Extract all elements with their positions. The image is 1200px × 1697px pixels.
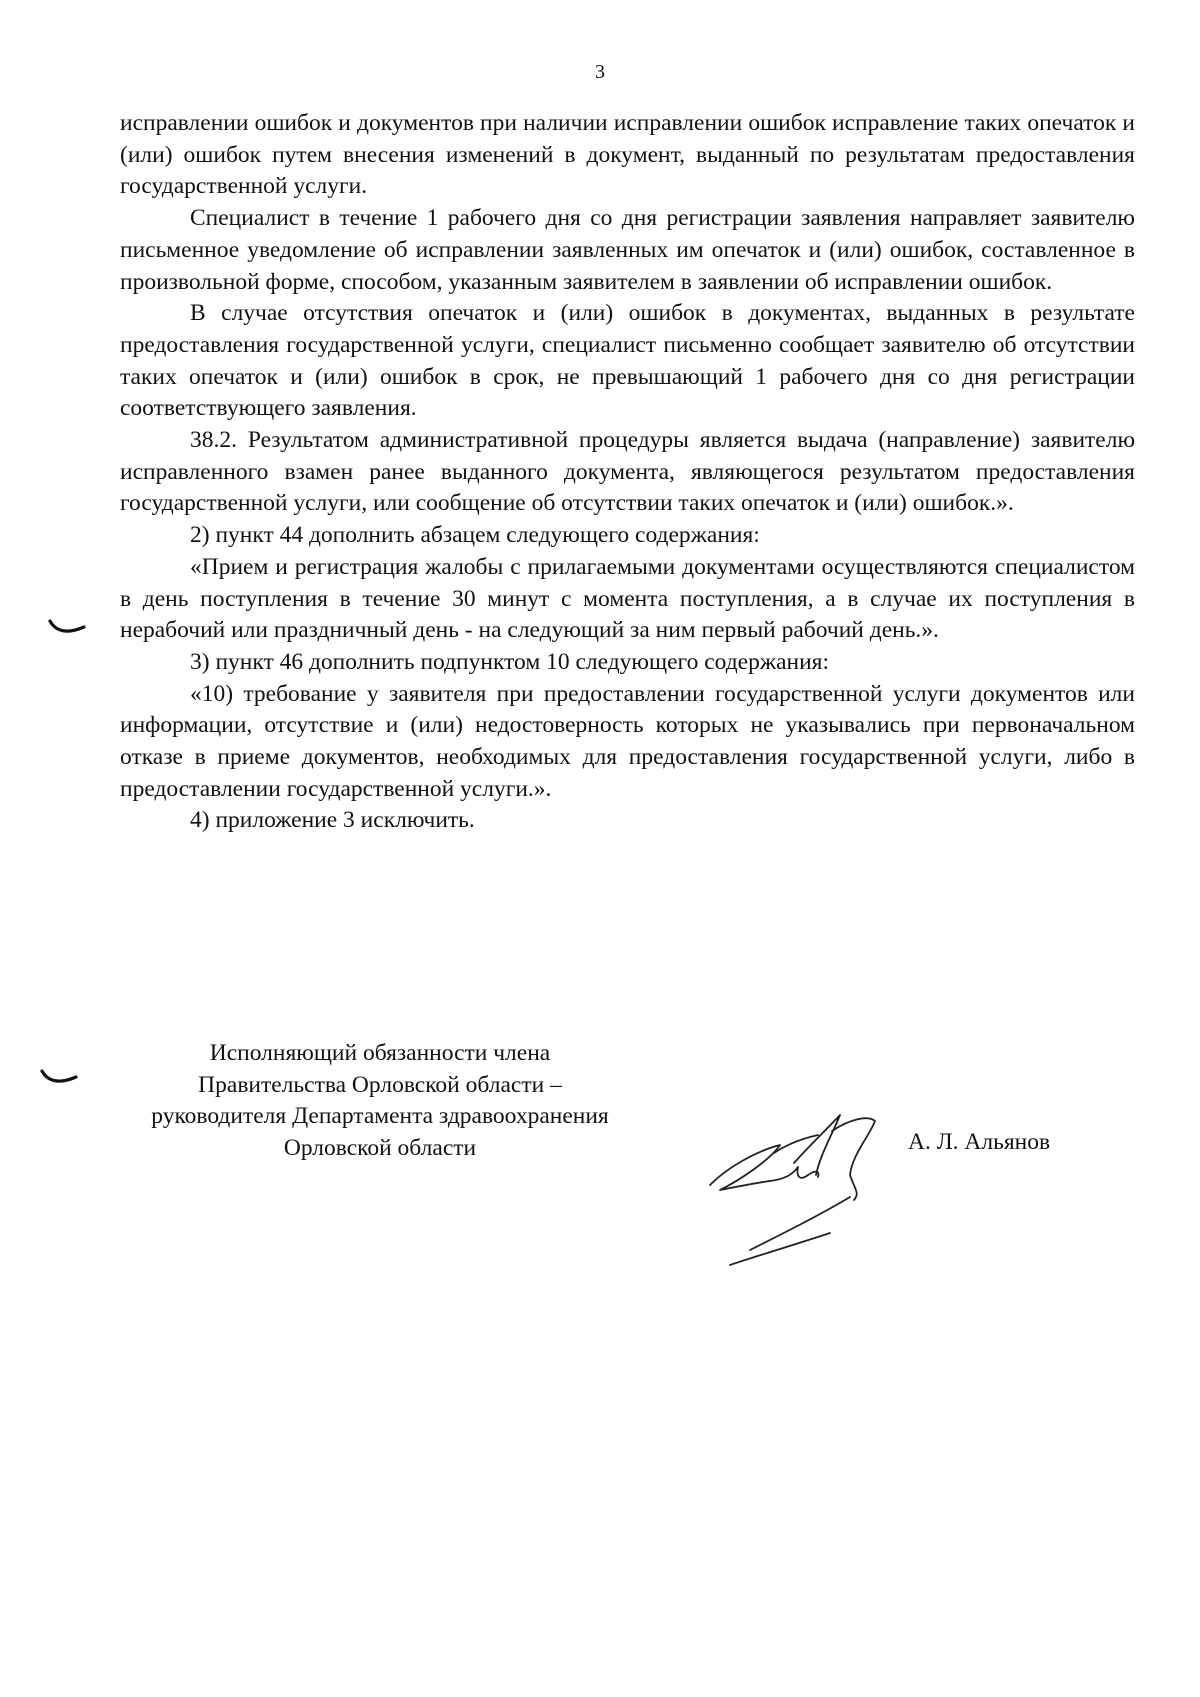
- paragraph-item-2: 2) пункт 44 дополнить абзацем следующего содержания:: [190, 522, 760, 549]
- signatory-position-line: Орловской области: [283, 1134, 477, 1161]
- signer-name: А. Л. Альянов: [908, 1129, 1051, 1155]
- signatory-position-line: руководителя Департамента здравоохранения: [151, 1103, 609, 1129]
- signatory-position-line: Исполняющий обязанности члена: [209, 1040, 551, 1066]
- paragraph-specialist-notice: Специалист в течение 1 рабочего дня со дня регистрации заявления направляет заявителю письменное уведомление об исправлении заявленных им опечаток и (или) ошибок, составленное в произвольной форме, способом, указанным заявителем в заявлении об исправлении ошибок.: [120, 205, 1135, 295]
- paragraph-continuation: исправлении ошибок и документов при наличии исправлении ошибок исправление таких опечаток и (или) ошибок путем внесения изменений в документ, выданный по результатам предоставления государственной услуги.: [120, 110, 1135, 200]
- paragraph-item-4: 4) приложение 3 исключить.: [190, 807, 475, 834]
- margin-check-mark-icon: [48, 618, 88, 638]
- paragraph-complaint-reception: «Прием и регистрация жалобы с прилагаемыми документами осуществляются специалистом в день поступления в течение 30 минут с момента поступления, а в случае их поступления в нерабочий или праздничный день - на следующий за ним первый рабочий день.».: [120, 553, 1135, 644]
- signatory-position: [110, 1038, 650, 1164]
- paragraph-38-2: 38.2. Результатом административной процедуры является выдача (направление) заявителю исправленного взамен ранее выданного документа, являющегося результатом предоставления государственной услуги, или сообщение об отсутствии таких опечаток и (или) ошибок.».: [120, 427, 1135, 517]
- handwritten-signature-icon: [700, 1105, 910, 1275]
- margin-check-mark-icon: [40, 1068, 80, 1088]
- signatory-position-line: Правительства Орловской области –: [198, 1071, 562, 1098]
- page-number: 3: [595, 61, 605, 83]
- paragraph-no-errors: В случае отсутствия опечаток и (или) ошибок в документах, выданных в результате предоставления государственной услуги, специалист письменно сообщает заявителю об отсутствии таких опечаток и (или) ошибок в срок, не превышающий 1 рабочего дня со дня регистрации соответствующего заявления.: [120, 300, 1135, 422]
- paragraph-subitem-10: «10) требование у заявителя при предоставлении государственной услуги документов или информации, отсутствие и (или) недостоверность которых не указывались при первоначальном отказе в приеме документов, необходимых для предоставления государственной услуги, либо в предоставлении государственной услуги.».: [120, 680, 1135, 802]
- document-body: [120, 108, 1135, 837]
- paragraph-item-3: 3) пункт 46 дополнить подпунктом 10 следующего содержания:: [190, 648, 829, 675]
